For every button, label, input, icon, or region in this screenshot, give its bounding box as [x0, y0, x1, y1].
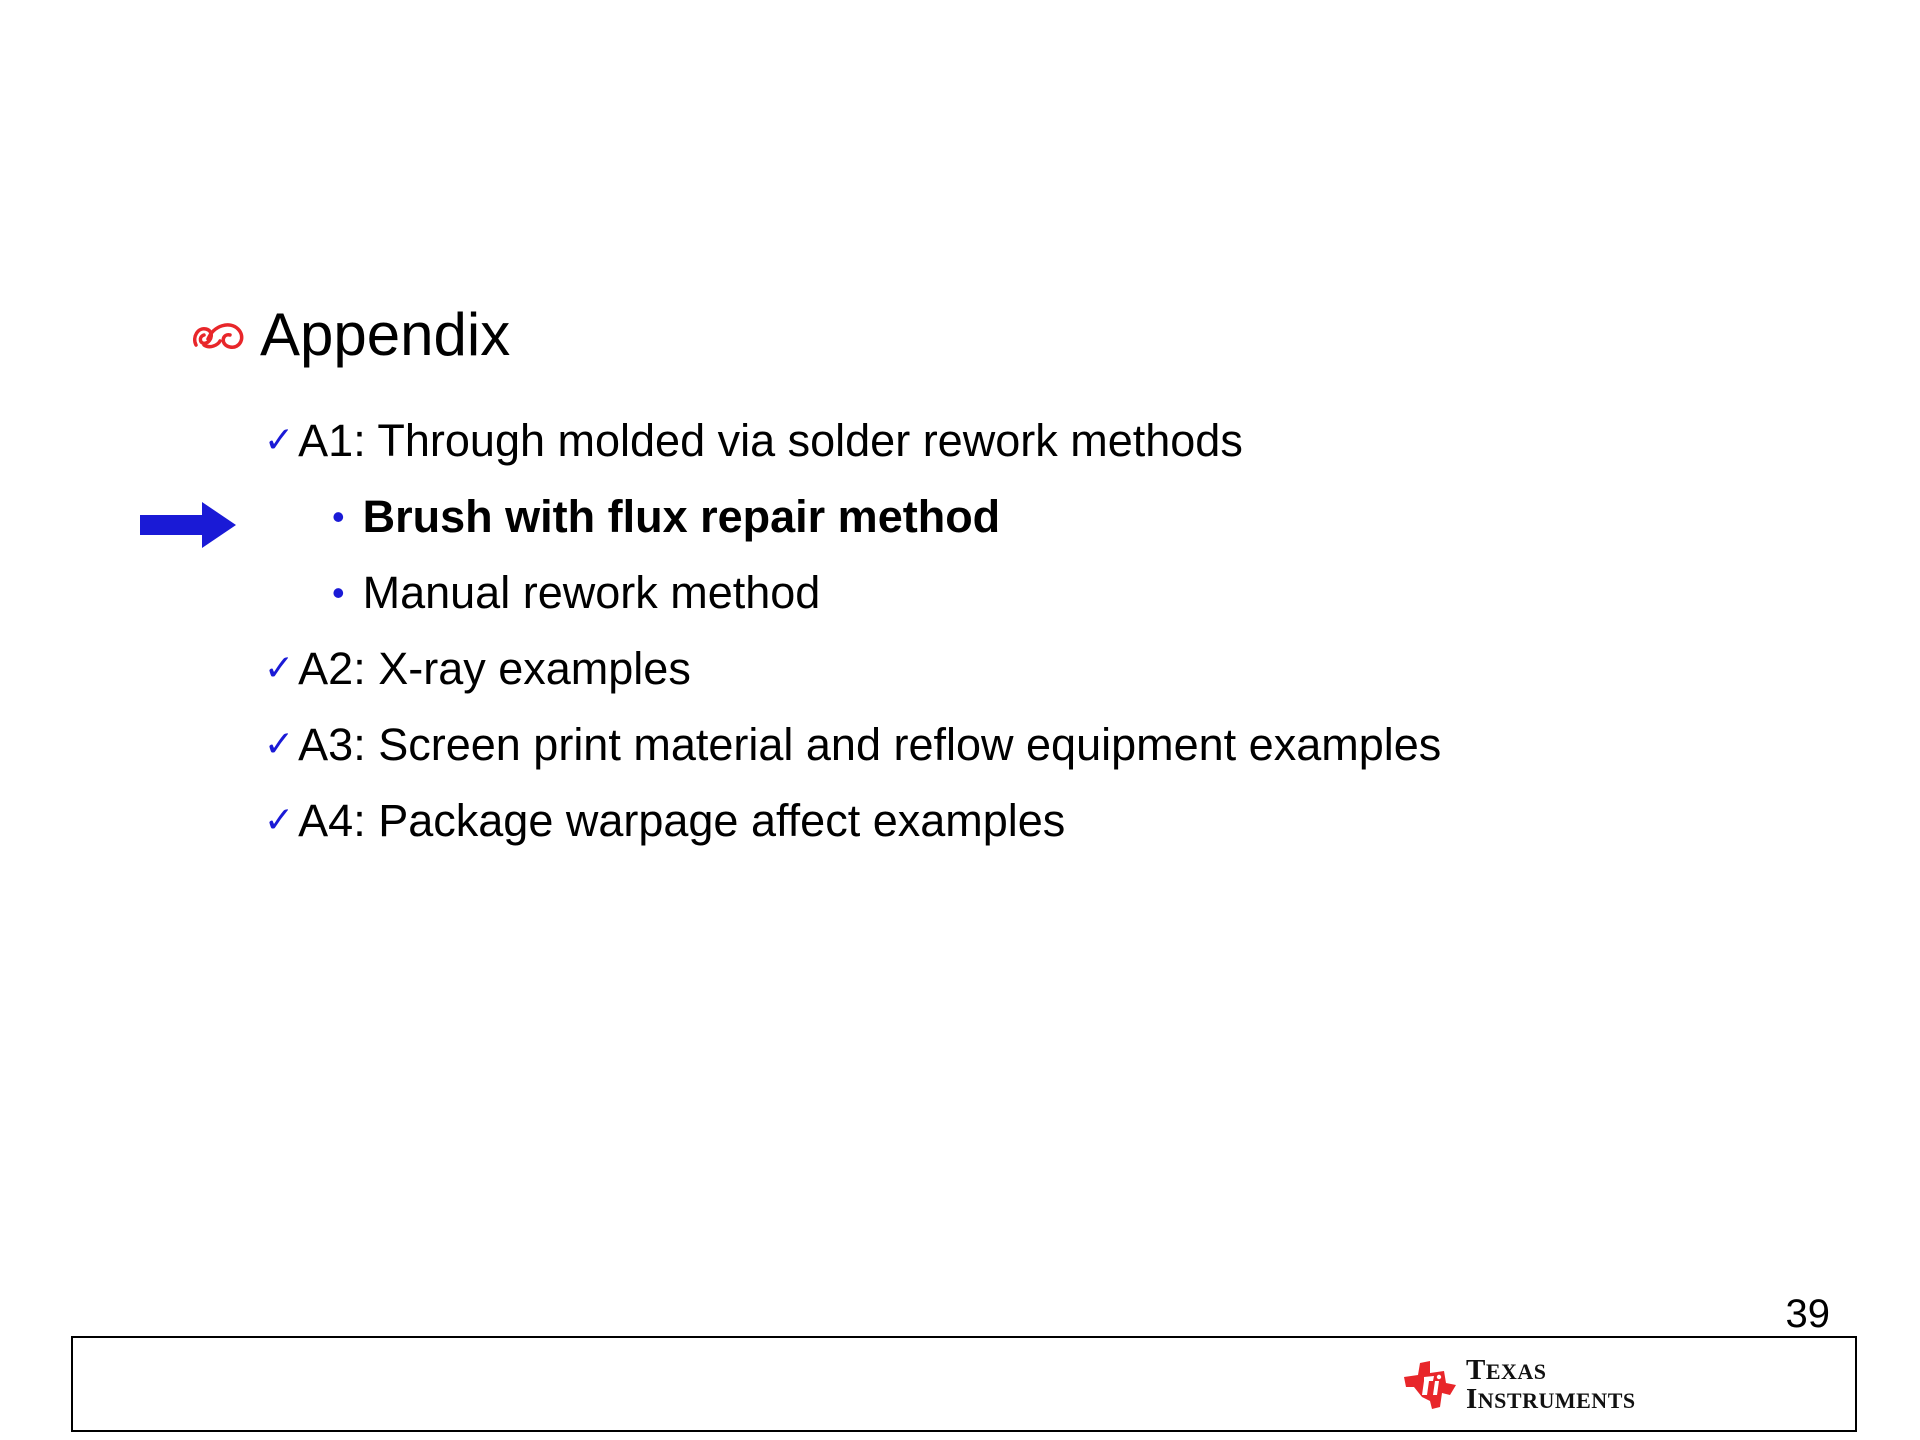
check-icon: ✓: [264, 419, 295, 461]
texas-instruments-logo-icon: [1400, 1357, 1460, 1413]
list-item-brush-flux: [332, 491, 1001, 542]
list-item-text: A1: Through molded via solder rework methods: [298, 415, 1243, 466]
texas-instruments-logo: [1400, 1356, 1636, 1414]
scroll-ornament-icon: [190, 315, 248, 355]
list-item-a3: [264, 719, 1442, 770]
check-icon: ✓: [264, 647, 295, 689]
list-item-text: Brush with flux repair method: [362, 491, 1001, 542]
bullet-icon: •: [332, 495, 345, 537]
list-item-text: A2: X-ray examples: [298, 643, 691, 694]
check-icon: ✓: [264, 799, 295, 841]
bullet-icon: •: [332, 571, 345, 613]
right-arrow-icon: [138, 500, 238, 550]
list-item-text: Manual rework method: [362, 567, 821, 618]
list-item-a2: [264, 643, 691, 694]
list-item-manual-rework: [332, 567, 821, 618]
list-item-text: A4: Package warpage affect examples: [298, 795, 1066, 846]
page-number: 39: [1785, 1292, 1830, 1336]
check-icon: ✓: [264, 723, 295, 765]
list-item-a4: [264, 795, 1066, 846]
logo-wordmark: TEXAS INSTRUMENTS: [1466, 1354, 1636, 1415]
list-item-text: A3: Screen print material and reflow equipment examples: [298, 719, 1442, 770]
list-item-a1: [264, 415, 1243, 466]
heading-text: Appendix: [260, 301, 511, 368]
slide-heading: [190, 295, 510, 375]
